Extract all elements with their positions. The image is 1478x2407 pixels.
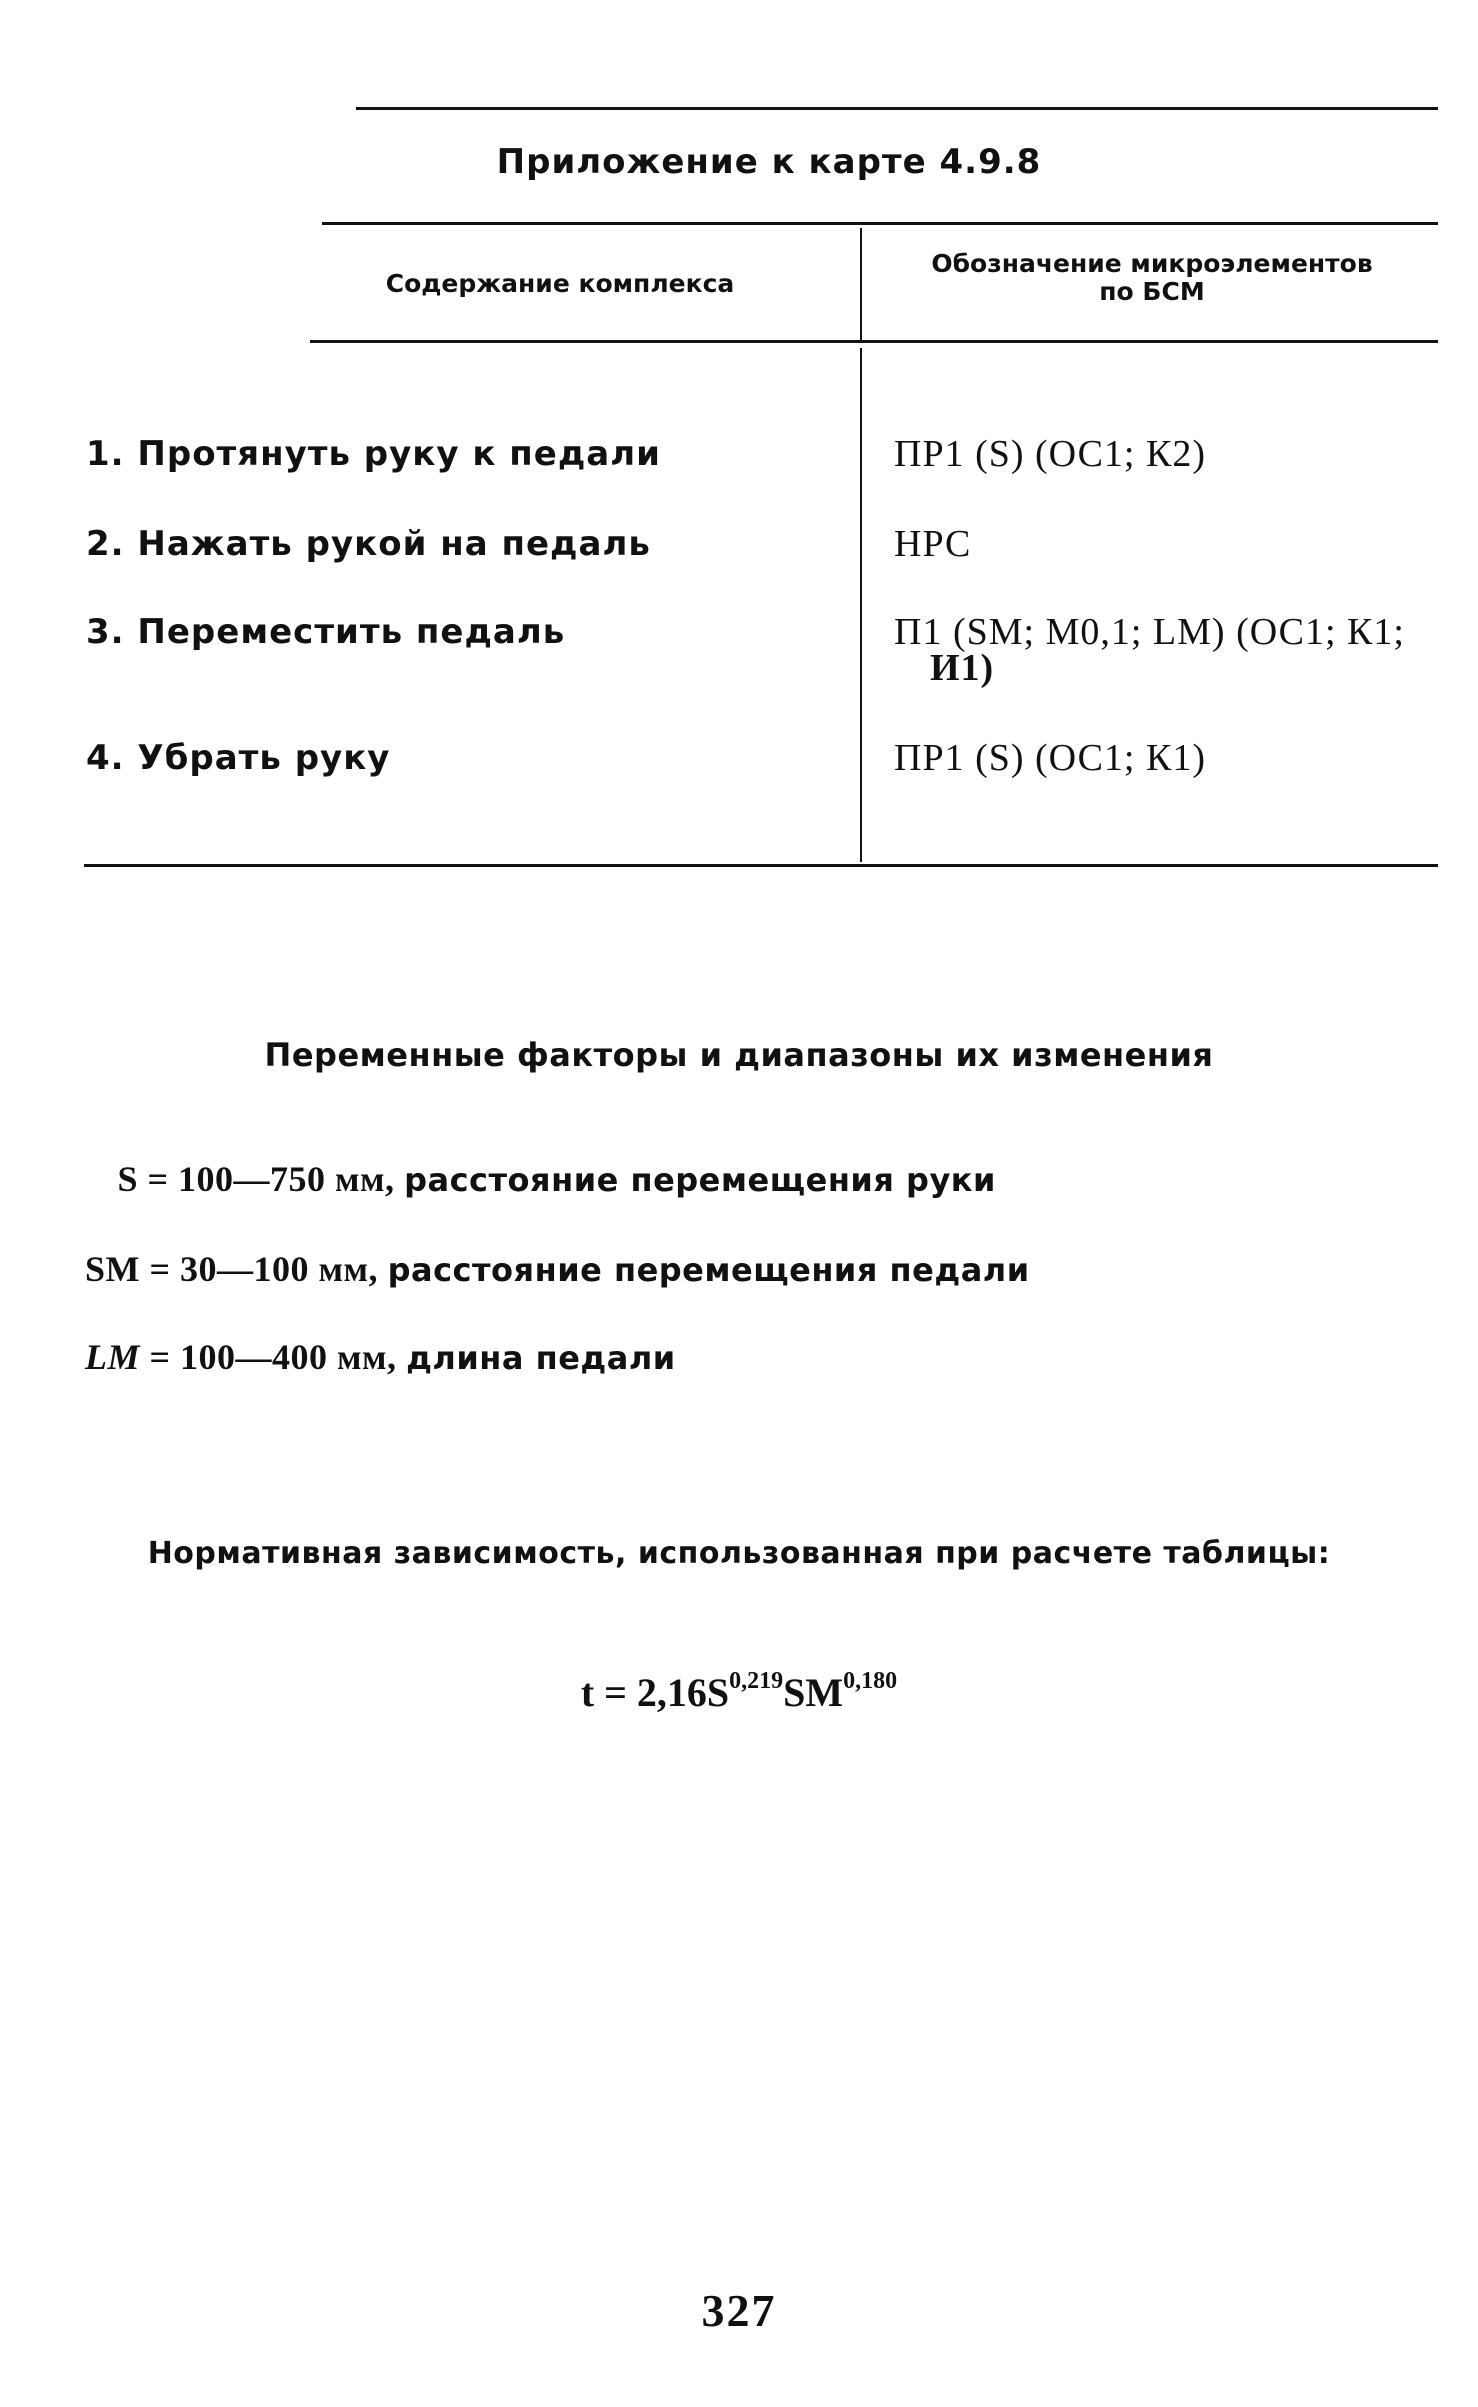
variable-s bbox=[110, 1158, 996, 1200]
variable-s-range: = 100—750 мм, bbox=[147, 1159, 395, 1199]
table-top-rule bbox=[322, 222, 1438, 225]
page-title: Приложение к карте 4.9.8 bbox=[496, 142, 1042, 182]
normative-title: Нормативная зависимость, использованная при расчете таблицы: bbox=[147, 1536, 1331, 1571]
table-header-rule bbox=[310, 340, 1438, 343]
variables-title: Переменные факторы и диапазоны их изменения bbox=[264, 1036, 1214, 1074]
table-row-3-code-line1: П1 (SM; М0,1; LM) (ОС1; К1; bbox=[894, 611, 1405, 653]
table-header-codes-line2: по БСМ bbox=[1099, 277, 1205, 306]
table-row-2-code: НРС bbox=[894, 523, 972, 565]
table-bottom-rule bbox=[84, 864, 1438, 867]
table-row-3-code-line2: И1) bbox=[930, 647, 995, 689]
variable-lm bbox=[80, 1336, 676, 1378]
table-row-3-code bbox=[894, 611, 1438, 689]
variable-sm bbox=[80, 1248, 1030, 1290]
formula-exponent-2: 0,180 bbox=[843, 1668, 898, 1694]
table-row-4-code: ПР1 (S) (ОС1; К1) bbox=[894, 737, 1206, 779]
table-row-4-content: 4. Убрать руку bbox=[86, 738, 391, 778]
table-row-1-content: 1. Протянуть руку к педали bbox=[86, 434, 661, 474]
variable-sm-symbol: SM bbox=[85, 1249, 140, 1289]
table-row-1-code: ПР1 (S) (ОС1; К2) bbox=[894, 433, 1206, 475]
formula-mid: SM bbox=[783, 1670, 844, 1715]
formula-lhs: t = 2,16S bbox=[580, 1670, 730, 1715]
variable-s-description: расстояние перемещения руки bbox=[404, 1161, 996, 1199]
variable-s-symbol: S bbox=[117, 1159, 138, 1199]
variable-sm-range: = 30—100 мм, bbox=[149, 1249, 379, 1289]
variable-lm-symbol: LM bbox=[85, 1337, 140, 1377]
table-header-codes-line1: Обозначение микроэлементов bbox=[931, 249, 1373, 278]
table-header-divider bbox=[860, 228, 862, 340]
normative-formula bbox=[0, 1668, 1478, 1716]
table-row-3-content: 3. Переместить педаль bbox=[86, 612, 566, 652]
formula-exponent-1: 0,219 bbox=[729, 1668, 784, 1694]
variable-sm-description: расстояние перемещения педали bbox=[387, 1251, 1030, 1289]
page-number: 327 bbox=[701, 2285, 777, 2336]
variable-lm-range: = 100—400 мм, bbox=[149, 1337, 397, 1377]
table-body-divider bbox=[860, 348, 862, 862]
table-header-content: Содержание комплекса bbox=[385, 269, 735, 298]
top-rule bbox=[356, 107, 1438, 110]
variable-lm-description: длина педали bbox=[406, 1339, 676, 1377]
table-row-2-content: 2. Нажать рукой на педаль bbox=[86, 524, 651, 564]
table-header-codes bbox=[866, 250, 1438, 306]
